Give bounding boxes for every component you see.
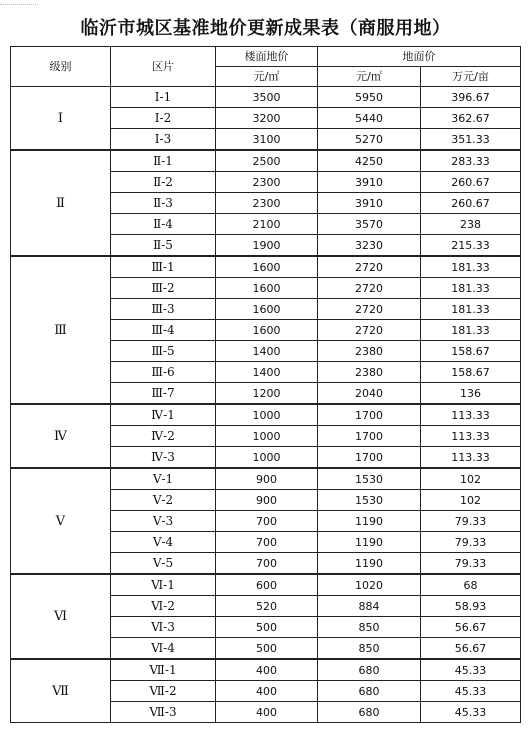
price-per-mu-cell: 113.33 xyxy=(421,447,521,469)
price-per-mu-cell: 283.33 xyxy=(421,150,521,172)
land-price-cell: 5270 xyxy=(318,129,421,151)
zone-cell: Ⅲ-7 xyxy=(111,383,216,405)
zone-cell: Ⅰ-2 xyxy=(111,108,216,129)
floor-price-cell: 1000 xyxy=(216,426,318,447)
land-price-cell: 2720 xyxy=(318,320,421,341)
land-price-cell: 1700 xyxy=(318,447,421,469)
table-header xyxy=(11,47,521,87)
table-row xyxy=(11,574,521,596)
price-per-mu-cell: 45.33 xyxy=(421,681,521,702)
header-land-price: 地面价 xyxy=(318,47,521,67)
zone-cell: Ⅶ-3 xyxy=(111,702,216,723)
level-cell: Ⅵ xyxy=(11,574,111,659)
land-price-cell: 2720 xyxy=(318,299,421,320)
floor-price-cell: 2300 xyxy=(216,193,318,214)
price-per-mu-cell: 45.33 xyxy=(421,659,521,681)
floor-price-cell: 3100 xyxy=(216,129,318,151)
zone-cell: Ⅲ-5 xyxy=(111,341,216,362)
price-per-mu-cell: 56.67 xyxy=(421,617,521,638)
floor-price-cell: 1900 xyxy=(216,235,318,257)
floor-price-cell: 400 xyxy=(216,659,318,681)
land-price-cell: 3910 xyxy=(318,193,421,214)
land-price-cell: 850 xyxy=(318,617,421,638)
level-cell: Ⅱ xyxy=(11,150,111,256)
zone-cell: Ⅰ-1 xyxy=(111,87,216,108)
table-row xyxy=(11,659,521,681)
floor-price-cell: 1000 xyxy=(216,404,318,426)
table-row xyxy=(11,87,521,108)
zone-cell: Ⅱ-5 xyxy=(111,235,216,257)
header-level: 级别 xyxy=(11,47,111,87)
page-corner-mark xyxy=(0,0,38,5)
price-per-mu-cell: 113.33 xyxy=(421,426,521,447)
zone-cell: Ⅱ-2 xyxy=(111,172,216,193)
price-per-mu-cell: 45.33 xyxy=(421,702,521,723)
floor-price-cell: 700 xyxy=(216,532,318,553)
zone-cell: Ⅳ-3 xyxy=(111,447,216,469)
floor-price-cell: 700 xyxy=(216,511,318,532)
price-per-mu-cell: 102 xyxy=(421,490,521,511)
land-price-cell: 1530 xyxy=(318,490,421,511)
table-row xyxy=(11,256,521,278)
price-per-mu-cell: 79.33 xyxy=(421,532,521,553)
floor-price-cell: 900 xyxy=(216,468,318,490)
price-per-mu-cell: 260.67 xyxy=(421,172,521,193)
price-per-mu-cell: 113.33 xyxy=(421,404,521,426)
table-row xyxy=(11,150,521,172)
price-per-mu-cell: 351.33 xyxy=(421,129,521,151)
land-price-cell: 3230 xyxy=(318,235,421,257)
floor-price-cell: 1400 xyxy=(216,362,318,383)
land-price-cell: 680 xyxy=(318,681,421,702)
land-price-cell: 1190 xyxy=(318,553,421,575)
zone-cell: Ⅴ-5 xyxy=(111,553,216,575)
land-price-cell: 2380 xyxy=(318,341,421,362)
zone-cell: Ⅲ-3 xyxy=(111,299,216,320)
header-unit-land: 元/㎡ xyxy=(318,67,421,87)
zone-cell: Ⅴ-2 xyxy=(111,490,216,511)
land-price-cell: 4250 xyxy=(318,150,421,172)
zone-cell: Ⅵ-1 xyxy=(111,574,216,596)
zone-cell: Ⅵ-2 xyxy=(111,596,216,617)
land-price-cell: 1190 xyxy=(318,532,421,553)
land-price-cell: 1020 xyxy=(318,574,421,596)
land-price-cell: 5440 xyxy=(318,108,421,129)
price-per-mu-cell: 260.67 xyxy=(421,193,521,214)
level-cell: Ⅴ xyxy=(11,468,111,574)
price-per-mu-cell: 158.67 xyxy=(421,341,521,362)
land-price-cell: 850 xyxy=(318,638,421,660)
floor-price-cell: 1400 xyxy=(216,341,318,362)
zone-cell: Ⅱ-1 xyxy=(111,150,216,172)
land-price-cell: 680 xyxy=(318,659,421,681)
floor-price-cell: 1600 xyxy=(216,278,318,299)
floor-price-cell: 400 xyxy=(216,681,318,702)
land-price-table xyxy=(10,46,521,723)
zone-cell: Ⅴ-3 xyxy=(111,511,216,532)
price-per-mu-cell: 79.33 xyxy=(421,553,521,575)
floor-price-cell: 600 xyxy=(216,574,318,596)
price-per-mu-cell: 158.67 xyxy=(421,362,521,383)
land-price-cell: 3910 xyxy=(318,172,421,193)
floor-price-cell: 2300 xyxy=(216,172,318,193)
header-zone: 区片 xyxy=(111,47,216,87)
land-price-cell: 884 xyxy=(318,596,421,617)
header-floor-price: 楼面地价 xyxy=(216,47,318,67)
zone-cell: Ⅳ-1 xyxy=(111,404,216,426)
price-per-mu-cell: 396.67 xyxy=(421,87,521,108)
table-row xyxy=(11,468,521,490)
level-cell: Ⅳ xyxy=(11,404,111,468)
zone-cell: Ⅵ-4 xyxy=(111,638,216,660)
table-row xyxy=(11,404,521,426)
header-unit-floor: 元/㎡ xyxy=(216,67,318,87)
zone-cell: Ⅳ-2 xyxy=(111,426,216,447)
land-price-cell: 1700 xyxy=(318,426,421,447)
floor-price-cell: 3500 xyxy=(216,87,318,108)
floor-price-cell: 500 xyxy=(216,617,318,638)
floor-price-cell: 1000 xyxy=(216,447,318,469)
level-cell: Ⅶ xyxy=(11,659,111,723)
floor-price-cell: 1600 xyxy=(216,299,318,320)
floor-price-cell: 500 xyxy=(216,638,318,660)
page-title: 临沂市城区基准地价更新成果表（商服用地） xyxy=(80,18,451,39)
land-price-cell: 2040 xyxy=(318,383,421,405)
land-price-cell: 2720 xyxy=(318,256,421,278)
zone-cell: Ⅶ-1 xyxy=(111,659,216,681)
land-price-cell: 1700 xyxy=(318,404,421,426)
zone-cell: Ⅰ-3 xyxy=(111,129,216,151)
price-per-mu-cell: 68 xyxy=(421,574,521,596)
price-per-mu-cell: 56.67 xyxy=(421,638,521,660)
floor-price-cell: 1200 xyxy=(216,383,318,405)
land-price-cell: 2380 xyxy=(318,362,421,383)
floor-price-cell: 2100 xyxy=(216,214,318,235)
price-per-mu-cell: 79.33 xyxy=(421,511,521,532)
floor-price-cell: 900 xyxy=(216,490,318,511)
zone-cell: Ⅲ-1 xyxy=(111,256,216,278)
floor-price-cell: 1600 xyxy=(216,320,318,341)
land-price-cell: 2720 xyxy=(318,278,421,299)
floor-price-cell: 2500 xyxy=(216,150,318,172)
price-per-mu-cell: 362.67 xyxy=(421,108,521,129)
price-per-mu-cell: 58.93 xyxy=(421,596,521,617)
floor-price-cell: 3200 xyxy=(216,108,318,129)
zone-cell: Ⅲ-2 xyxy=(111,278,216,299)
zone-cell: Ⅶ-2 xyxy=(111,681,216,702)
zone-cell: Ⅴ-1 xyxy=(111,468,216,490)
floor-price-cell: 700 xyxy=(216,553,318,575)
zone-cell: Ⅱ-4 xyxy=(111,214,216,235)
zone-cell: Ⅲ-6 xyxy=(111,362,216,383)
price-per-mu-cell: 215.33 xyxy=(421,235,521,257)
level-cell: Ⅲ xyxy=(11,256,111,404)
price-per-mu-cell: 238 xyxy=(421,214,521,235)
floor-price-cell: 1600 xyxy=(216,256,318,278)
price-per-mu-cell: 181.33 xyxy=(421,299,521,320)
price-per-mu-cell: 181.33 xyxy=(421,320,521,341)
level-cell: Ⅰ xyxy=(11,87,111,151)
price-per-mu-cell: 136 xyxy=(421,383,521,405)
price-per-mu-cell: 181.33 xyxy=(421,278,521,299)
land-price-cell: 5950 xyxy=(318,87,421,108)
floor-price-cell: 520 xyxy=(216,596,318,617)
zone-cell: Ⅲ-4 xyxy=(111,320,216,341)
land-price-cell: 3570 xyxy=(318,214,421,235)
land-price-cell: 680 xyxy=(318,702,421,723)
price-per-mu-cell: 181.33 xyxy=(421,256,521,278)
zone-cell: Ⅵ-3 xyxy=(111,617,216,638)
land-price-cell: 1530 xyxy=(318,468,421,490)
floor-price-cell: 400 xyxy=(216,702,318,723)
land-price-cell: 1190 xyxy=(318,511,421,532)
header-unit-mu: 万元/亩 xyxy=(421,67,521,87)
table-body xyxy=(11,87,521,723)
zone-cell: Ⅱ-3 xyxy=(111,193,216,214)
zone-cell: Ⅴ-4 xyxy=(111,532,216,553)
price-per-mu-cell: 102 xyxy=(421,468,521,490)
